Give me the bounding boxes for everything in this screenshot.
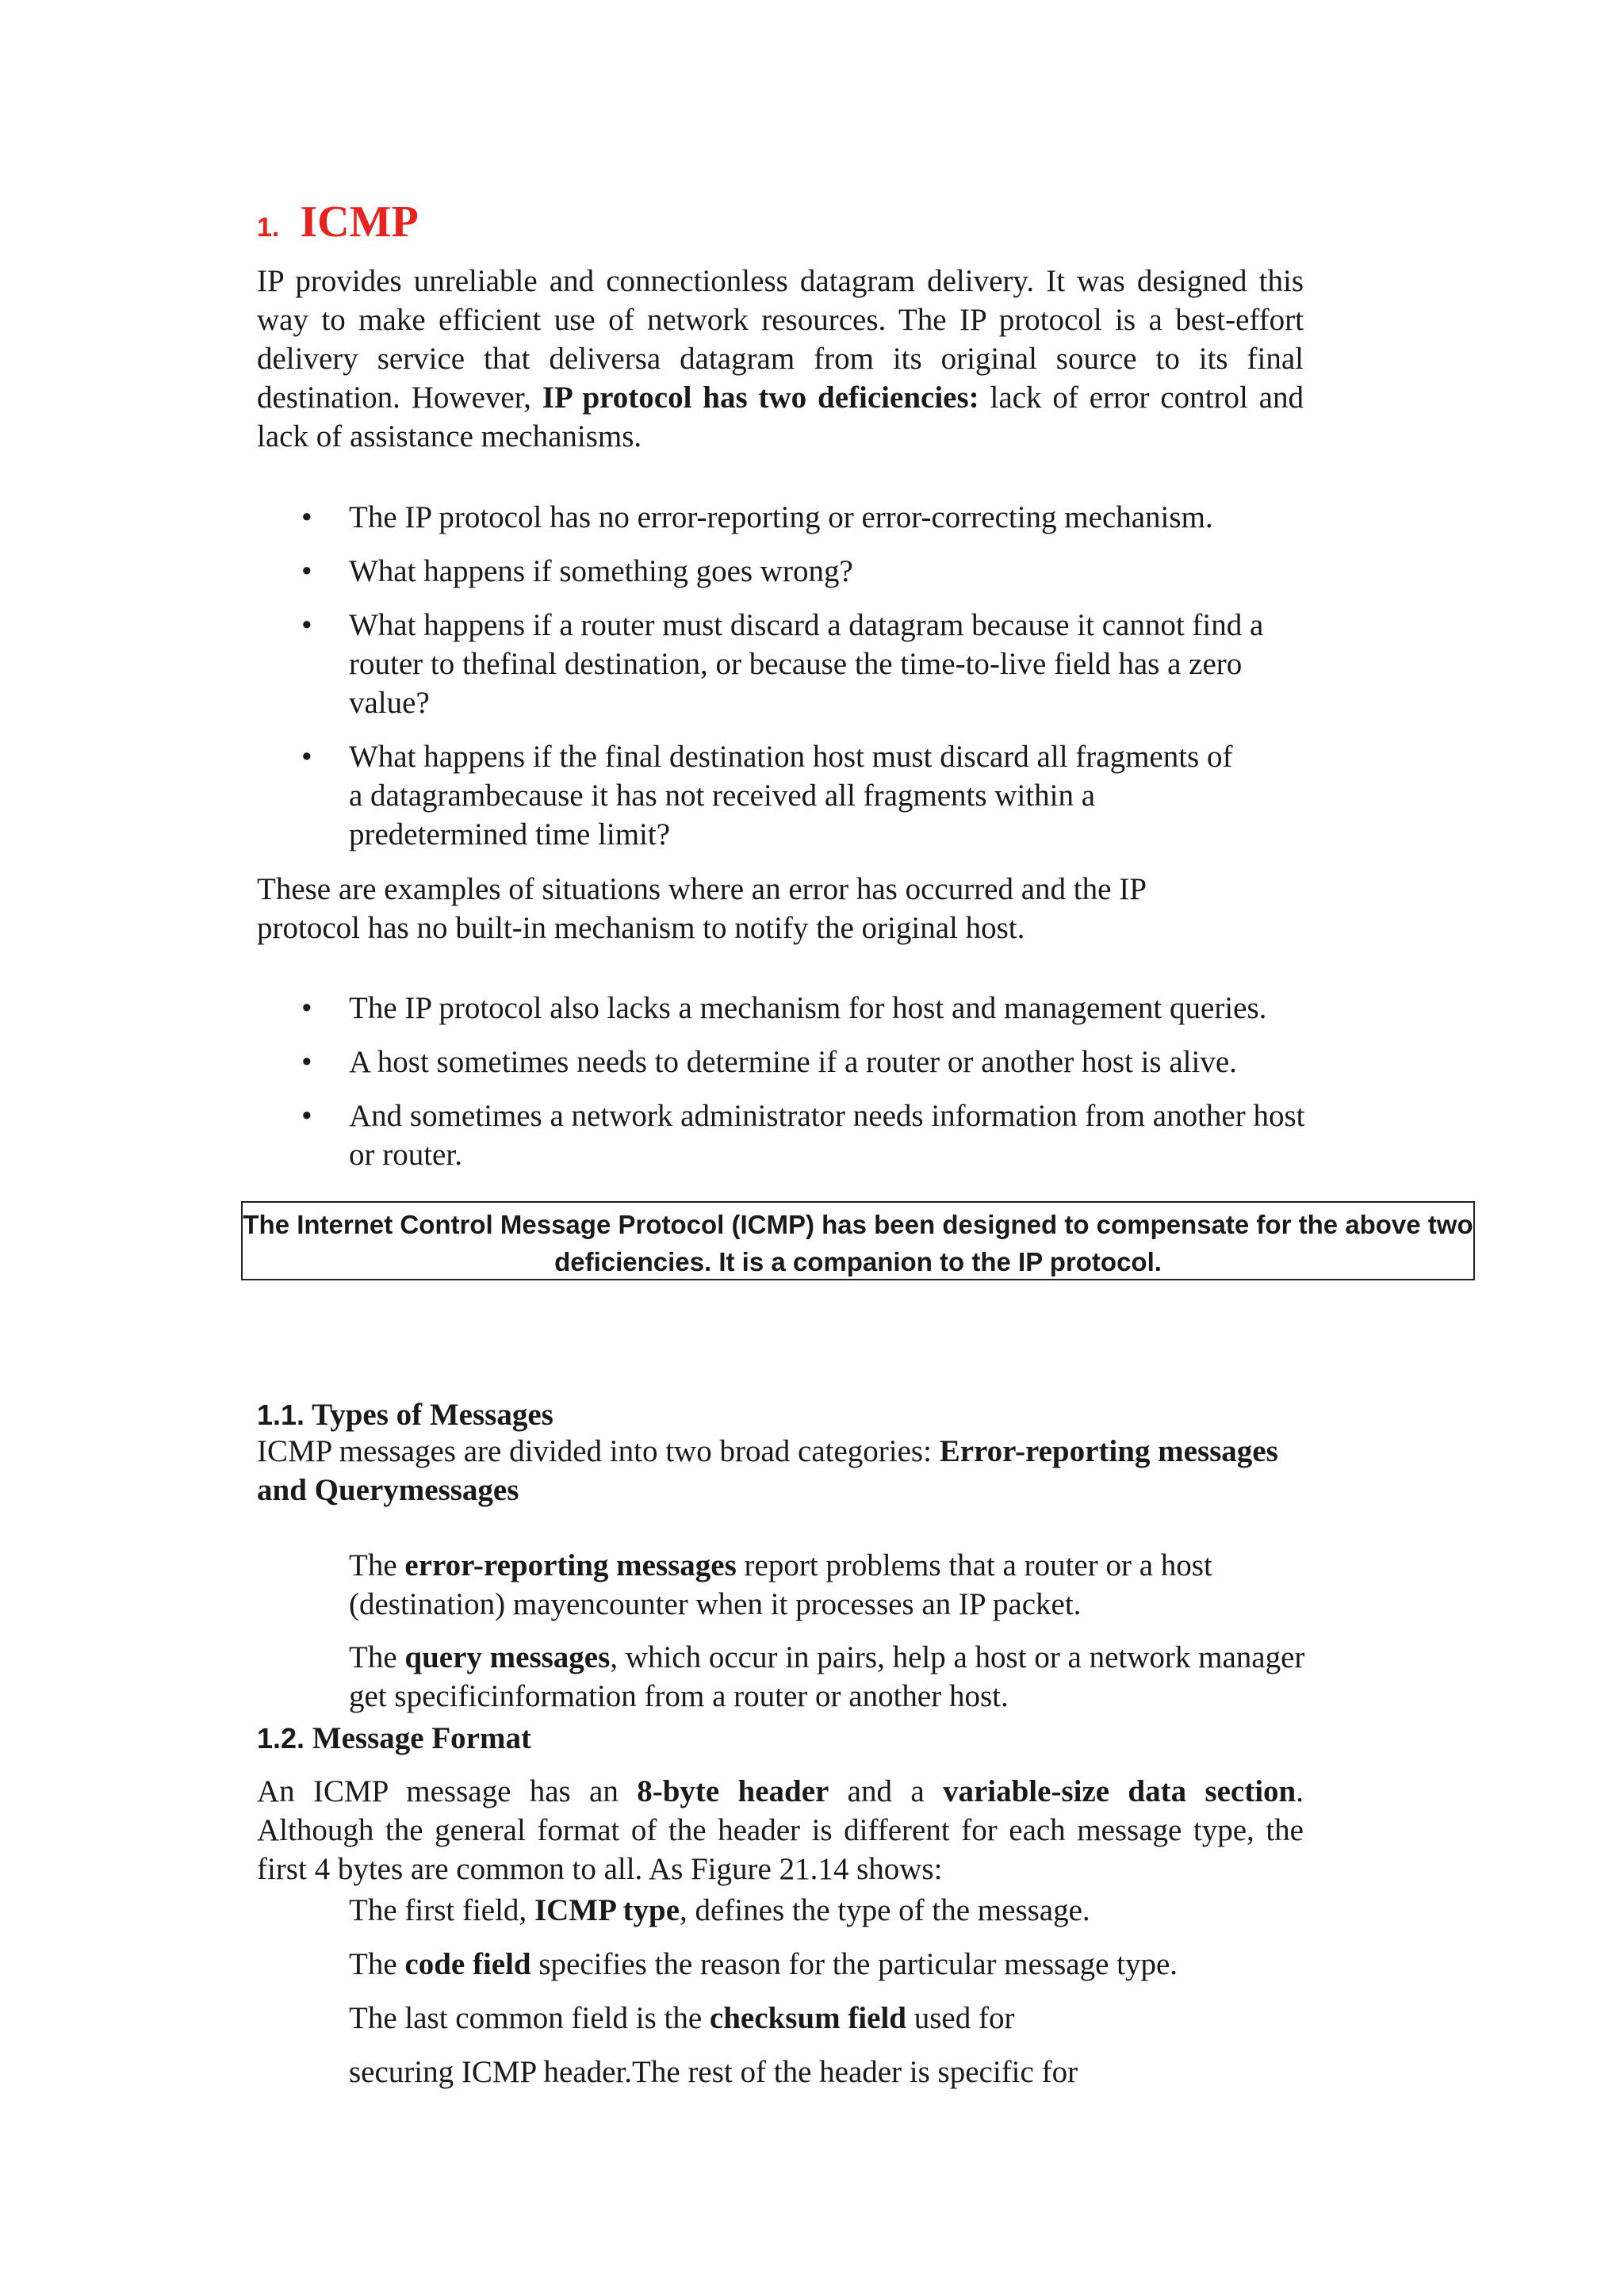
field-description-checksum: The last common field is the checksum field used for bbox=[349, 2001, 1015, 2035]
bullet-item: • A host sometimes needs to determine if a router or another host is alive. bbox=[349, 1043, 1332, 1081]
field-description-type: The first field, ICMP type, defines the type of the message. bbox=[349, 1893, 1090, 1927]
query-description: The query messages, which occur in pairs, help a host or a network manager get specificinformation from a router or another host. bbox=[349, 1640, 1305, 1713]
field-description-continued: securing ICMP header.The rest of the header is specific for bbox=[349, 2055, 1078, 2089]
field-description-code: The code field specifies the reason for the particular message type. bbox=[349, 1947, 1178, 1981]
subsection-heading-format: 1.2. Message Format bbox=[257, 1721, 531, 1755]
types-paragraph: ICMP messages are divided into two broad categories: Error-reporting messages and Querymessages bbox=[257, 1434, 1278, 1507]
error-reporting-description: The error-reporting messages report problems that a router or a host (destination) mayencounter when it processes an IP packet. bbox=[349, 1548, 1212, 1621]
bullet-item: • What happens if something goes wrong? bbox=[349, 552, 1332, 591]
callout-box: The Internet Control Message Protocol (ICMP) has been designed to compensate for the above two deficiencies. It is a companion to the IP protocol. bbox=[241, 1201, 1475, 1280]
bullet-item: • What happens if a router must discard a datagram because it cannot find a router to thefinal destination, or because the time-to-live field has a zero value? bbox=[349, 606, 1269, 722]
subsection-heading-types: 1.1. Types of Messages bbox=[257, 1398, 553, 1432]
intro-paragraph: IP provides unreliable and connectionless datagram delivery. It was designed this way to make efficient use of network resources. The IP protocol is a best-effort delivery service that deliversa datagram from its original source to its final destination. However, IP protocol has two deficiencies: lack of error control and lack of assistance mechanisms. bbox=[257, 264, 1304, 453]
bullet-item: • And sometimes a network administrator needs information from another host or router. bbox=[349, 1096, 1332, 1174]
section-heading bbox=[257, 197, 419, 247]
bullet-item: • The IP protocol also lacks a mechanism for host and management queries. bbox=[349, 989, 1332, 1027]
section-number: 1. bbox=[257, 212, 280, 243]
section-title: ICMP bbox=[300, 197, 419, 247]
format-paragraph: An ICMP message has an 8-byte header and a variable-size data section. Although the general format of the header is different for each message type, the first 4 bytes are common to all. As Figure 21.14 shows: bbox=[257, 1774, 1304, 1886]
bullet-item: • What happens if the final destination host must discard all fragments of a datagrambecause it has not received all fragments within a predetermined time limit? bbox=[349, 737, 1245, 854]
bullet-item: • The IP protocol has no error-reporting or error-correcting mechanism. bbox=[349, 498, 1332, 537]
mid-paragraph: These are examples of situations where an error has occurred and the IP protocol has no built-in mechanism to notify the original host. bbox=[257, 872, 1146, 945]
